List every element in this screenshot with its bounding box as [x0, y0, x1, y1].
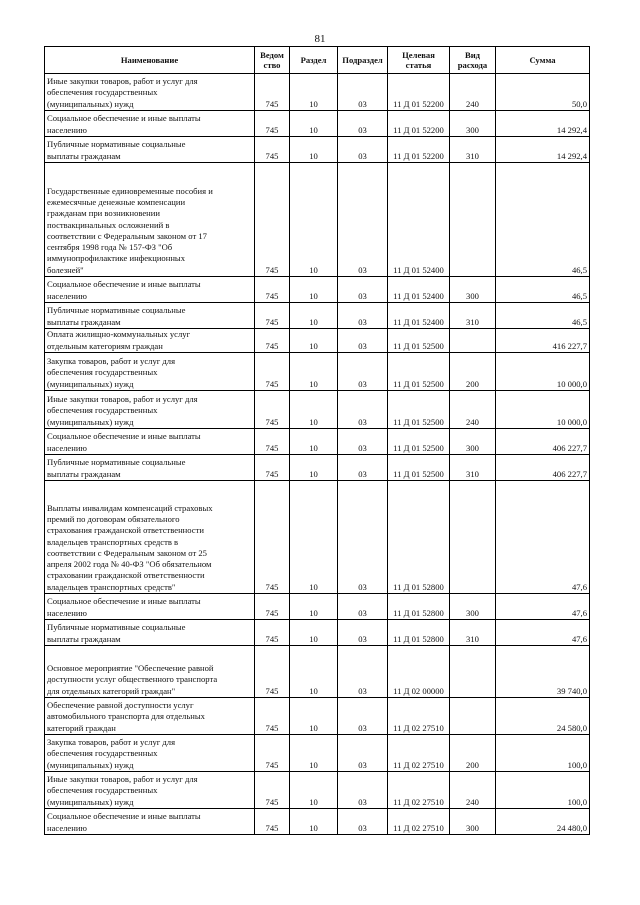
cell-exp-type: 310: [450, 620, 496, 646]
cell-section: 10: [290, 594, 338, 620]
cell-amount: 100,0: [496, 735, 590, 772]
cell-amount: 46,5: [496, 163, 590, 277]
cell-subsection: 03: [338, 594, 388, 620]
cell-section: 10: [290, 646, 338, 698]
cell-amount: 47,6: [496, 594, 590, 620]
cell-target: 11 Д 01 52800: [388, 481, 450, 594]
cell-subsection: 03: [338, 163, 388, 277]
cell-exp-type: 200: [450, 353, 496, 391]
table-row: [45, 74, 590, 111]
cell-name: Публичные нормативные социальные выплаты гражданам: [45, 620, 255, 646]
cell-section: 10: [290, 353, 338, 391]
cell-section: 10: [290, 481, 338, 594]
cell-dept: 745: [255, 698, 290, 735]
cell-amount: 416 227,7: [496, 329, 590, 353]
cell-subsection: 03: [338, 772, 388, 809]
cell-section: 10: [290, 735, 338, 772]
cell-dept: 745: [255, 74, 290, 111]
cell-amount: 46,5: [496, 303, 590, 329]
cell-amount: 47,6: [496, 620, 590, 646]
cell-dept: 745: [255, 277, 290, 303]
cell-exp-type: 240: [450, 391, 496, 429]
cell-amount: 100,0: [496, 772, 590, 809]
cell-name: Закупка товаров, работ и услуг для обеспечения государственных (муниципальных) нужд: [45, 353, 255, 391]
table-header-row: [45, 47, 590, 74]
header-target: Целевая статья: [388, 47, 450, 74]
cell-exp-type: [450, 698, 496, 735]
cell-dept: 745: [255, 111, 290, 137]
cell-subsection: 03: [338, 137, 388, 163]
cell-exp-type: [450, 329, 496, 353]
cell-subsection: 03: [338, 481, 388, 594]
cell-dept: 745: [255, 329, 290, 353]
cell-target: 11 Д 01 52500: [388, 353, 450, 391]
table-row: [45, 772, 590, 809]
cell-target: 11 Д 01 52500: [388, 455, 450, 481]
cell-exp-type: [450, 163, 496, 277]
cell-target: 11 Д 01 52400: [388, 163, 450, 277]
cell-name: Иные закупки товаров, работ и услуг для обеспечения государственных (муниципальных) нужд: [45, 772, 255, 809]
cell-dept: 745: [255, 163, 290, 277]
cell-dept: 745: [255, 137, 290, 163]
header-dept: Ведом ство: [255, 47, 290, 74]
cell-name: Закупка товаров, работ и услуг для обеспечения государственных (муниципальных) нужд: [45, 735, 255, 772]
cell-subsection: 03: [338, 74, 388, 111]
cell-subsection: 03: [338, 620, 388, 646]
cell-target: 11 Д 02 00000: [388, 646, 450, 698]
cell-target: 11 Д 01 52500: [388, 329, 450, 353]
header-exp-type: Вид расхода: [450, 47, 496, 74]
cell-subsection: 03: [338, 391, 388, 429]
cell-section: 10: [290, 772, 338, 809]
cell-dept: 745: [255, 594, 290, 620]
cell-dept: 745: [255, 735, 290, 772]
cell-subsection: 03: [338, 646, 388, 698]
table-row: [45, 353, 590, 391]
cell-amount: 406 227,7: [496, 455, 590, 481]
cell-name: Публичные нормативные социальные выплаты гражданам: [45, 455, 255, 481]
cell-section: 10: [290, 429, 338, 455]
table-row: [45, 163, 590, 277]
cell-exp-type: 310: [450, 455, 496, 481]
cell-subsection: 03: [338, 277, 388, 303]
cell-exp-type: 310: [450, 303, 496, 329]
table-row: [45, 620, 590, 646]
cell-target: 11 Д 02 27510: [388, 735, 450, 772]
cell-dept: 745: [255, 772, 290, 809]
cell-target: 11 Д 02 27510: [388, 772, 450, 809]
cell-name: Публичные нормативные социальные выплаты гражданам: [45, 137, 255, 163]
cell-dept: 745: [255, 429, 290, 455]
cell-amount: 14 292,4: [496, 111, 590, 137]
cell-subsection: 03: [338, 735, 388, 772]
cell-exp-type: 310: [450, 137, 496, 163]
cell-dept: 745: [255, 391, 290, 429]
table-row: [45, 111, 590, 137]
cell-exp-type: [450, 646, 496, 698]
cell-subsection: 03: [338, 111, 388, 137]
cell-exp-type: 240: [450, 74, 496, 111]
cell-name: Основное мероприятие "Обеспечение равной доступности услуг общественного транспорта для отдельных категорий граждан": [45, 646, 255, 698]
cell-target: 11 Д 02 27510: [388, 809, 450, 835]
cell-subsection: 03: [338, 809, 388, 835]
cell-section: 10: [290, 277, 338, 303]
cell-amount: 406 227,7: [496, 429, 590, 455]
cell-section: 10: [290, 303, 338, 329]
cell-name: Обеспечение равной доступности услуг автомобильного транспорта для отдельных категорий граждан: [45, 698, 255, 735]
cell-section: 10: [290, 455, 338, 481]
cell-dept: 745: [255, 481, 290, 594]
cell-dept: 745: [255, 620, 290, 646]
cell-subsection: 03: [338, 353, 388, 391]
cell-dept: 745: [255, 646, 290, 698]
cell-amount: 24 480,0: [496, 809, 590, 835]
cell-amount: 24 580,0: [496, 698, 590, 735]
table-row: [45, 809, 590, 835]
cell-amount: 47,6: [496, 481, 590, 594]
cell-subsection: 03: [338, 303, 388, 329]
table-row: [45, 303, 590, 329]
cell-name: Публичные нормативные социальные выплаты гражданам: [45, 303, 255, 329]
header-subsection: Подраздел: [338, 47, 388, 74]
cell-amount: 39 740,0: [496, 646, 590, 698]
header-section: Раздел: [290, 47, 338, 74]
cell-name: Иные закупки товаров, работ и услуг для обеспечения государственных (муниципальных) нужд: [45, 391, 255, 429]
cell-dept: 745: [255, 353, 290, 391]
table-row: [45, 391, 590, 429]
cell-section: 10: [290, 698, 338, 735]
cell-amount: 10 000,0: [496, 391, 590, 429]
cell-amount: 46,5: [496, 277, 590, 303]
cell-exp-type: 300: [450, 809, 496, 835]
cell-amount: 50,0: [496, 74, 590, 111]
cell-target: 11 Д 01 52200: [388, 74, 450, 111]
cell-target: 11 Д 01 52800: [388, 620, 450, 646]
cell-dept: 745: [255, 455, 290, 481]
table-row: [45, 455, 590, 481]
table-row: [45, 137, 590, 163]
cell-name: Социальное обеспечение и иные выплаты населению: [45, 809, 255, 835]
cell-name: Оплата жилищно-коммунальных услуг отдельным категориям граждан: [45, 329, 255, 353]
cell-section: 10: [290, 111, 338, 137]
page-number: 81: [314, 33, 326, 45]
cell-target: 11 Д 01 52400: [388, 303, 450, 329]
cell-exp-type: 300: [450, 429, 496, 455]
cell-section: 10: [290, 163, 338, 277]
cell-target: 11 Д 01 52500: [388, 391, 450, 429]
table-row: [45, 735, 590, 772]
cell-target: 11 Д 01 52800: [388, 594, 450, 620]
cell-amount: 10 000,0: [496, 353, 590, 391]
cell-section: 10: [290, 809, 338, 835]
cell-exp-type: 200: [450, 735, 496, 772]
table-row: [45, 329, 590, 353]
cell-name: Социальное обеспечение и иные выплаты населению: [45, 429, 255, 455]
cell-name: Социальное обеспечение и иные выплаты населению: [45, 594, 255, 620]
cell-section: 10: [290, 329, 338, 353]
cell-target: 11 Д 01 52200: [388, 137, 450, 163]
cell-exp-type: 300: [450, 277, 496, 303]
header-name: Наименование: [45, 47, 255, 74]
table-row: [45, 698, 590, 735]
cell-subsection: 03: [338, 455, 388, 481]
cell-dept: 745: [255, 809, 290, 835]
cell-name: Социальное обеспечение и иные выплаты населению: [45, 111, 255, 137]
cell-amount: 14 292,4: [496, 137, 590, 163]
cell-section: 10: [290, 137, 338, 163]
cell-subsection: 03: [338, 329, 388, 353]
table-row: [45, 277, 590, 303]
cell-name: Государственные единовременные пособия и ежемесячные денежные компенсации гражданам при возникновении поствакцинальных осложнений в соответствии с Федеральным законом от 17 сентября 1998 года № 157-ФЗ "Об иммунопрофилактике инфекционных болезней": [45, 163, 255, 277]
cell-target: 11 Д 01 52400: [388, 277, 450, 303]
header-amount: Сумма: [496, 47, 590, 74]
cell-name: Социальное обеспечение и иные выплаты населению: [45, 277, 255, 303]
cell-target: 11 Д 01 52200: [388, 111, 450, 137]
cell-name: Выплаты инвалидам компенсаций страховых премий по договорам обязательного страхования гражданской ответственности владельцев транспортных средств в соответствии с Федеральным законом от 25 апреля 2002 года № 40-ФЗ "Об обязательном страховании гражданской ответственности владельцев транспортных средств": [45, 481, 255, 594]
table-row: [45, 594, 590, 620]
cell-section: 10: [290, 74, 338, 111]
cell-subsection: 03: [338, 698, 388, 735]
cell-exp-type: 300: [450, 111, 496, 137]
cell-target: 11 Д 02 27510: [388, 698, 450, 735]
cell-target: 11 Д 01 52500: [388, 429, 450, 455]
cell-subsection: 03: [338, 429, 388, 455]
cell-exp-type: 300: [450, 594, 496, 620]
table-row: [45, 481, 590, 594]
table-row: [45, 646, 590, 698]
cell-dept: 745: [255, 303, 290, 329]
cell-section: 10: [290, 620, 338, 646]
cell-exp-type: [450, 481, 496, 594]
cell-section: 10: [290, 391, 338, 429]
budget-table: [44, 46, 590, 835]
cell-name: Иные закупки товаров, работ и услуг для обеспечения государственных (муниципальных) нужд: [45, 74, 255, 111]
table-row: [45, 429, 590, 455]
cell-exp-type: 240: [450, 772, 496, 809]
